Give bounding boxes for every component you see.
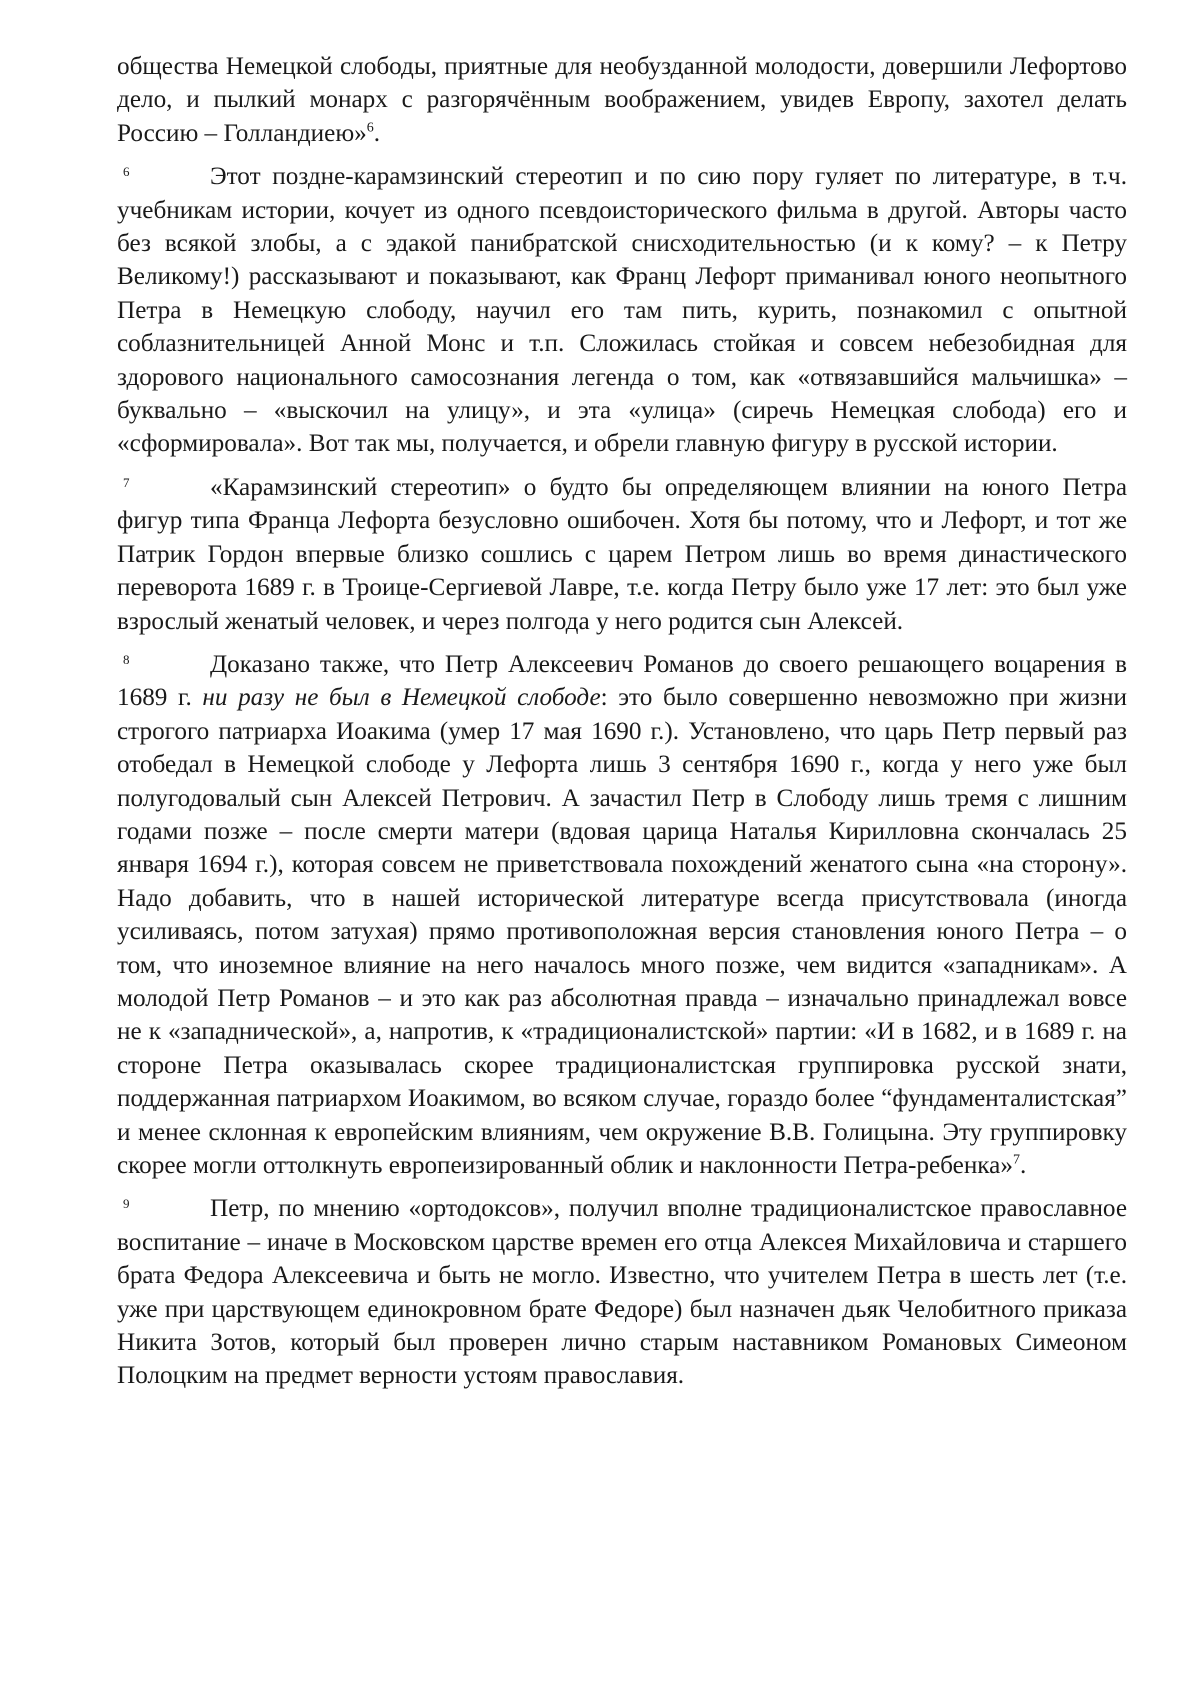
intro-text: общества Немецкой слободы, приятные для необузданной молодости, довершили Лефортово дело, и пылкий монарх с разгорячённым воображением, увидев Европу, захотел делать Россию – Голландиею» [117, 53, 1127, 147]
footnote-ref[interactable]: 6 [366, 120, 374, 136]
paragraph-number: 7 [123, 474, 130, 490]
footnote-ref[interactable]: 7 [1012, 1152, 1020, 1168]
paragraph-number: 8 [123, 651, 130, 667]
paragraph-text-part: : это было совершенно невозможно при жизни строгого патриарха Иоакима (умер 17 мая 1690 г.). Установлено, что царь Петр первый раз отобедал в Немецкой слободе у Лефорта лишь 3 сентября 1690 г., когда у него уже был полугодовалый сын Алексей Петрович. А зачастил Петр в Слободу лишь тремя с лишним годами позже – после смерти матери (вдовая царица Наталья Кирилловна скончалась 25 января 1694 г.), которая совсем не приветствовала похождений женатого сына «на сторону». Надо добавить, что в нашей исторической литературе всегда присутствовала (иногда усиливаясь, потом затухая) прямо противоположная версия становления юного Петра – о том, что иноземное влияние на него началось много позже, чем видится «западникам». А молодой Петр Романов – и это как раз абсолютная правда – изначально принадлежал вовсе не к «западнической», а, напротив, к «традиционалистской» партии: «И в 1682, и в 1689 г. на стороне Петра оказывалась скорее традиционалистская группировка русской знати, поддержанная патриархом Иоакимом, во всяком случае, гораздо более “фундаменталистская” и менее склонная к европейским влияниям, чем окружение В.В. Голицына. Эту группировку скорее могли оттолкнуть европеизированный облик и наклонности Петра-ребенка» [117, 684, 1127, 1179]
document-page [117, 50, 1127, 1393]
numbered-paragraph [117, 160, 1127, 461]
paragraph-number: 9 [123, 1196, 130, 1212]
paragraph-text: Этот поздне-карамзинский стереотип и по сию пору гуляет по литературе, в т.ч. учебникам истории, кочует из одного псевдоисторического фильма в другой. Авторы часто без всякой злобы, а с эдакой панибратской снисходительностью (и к кому? – к Петру Великому!) рассказывают и показывают, как Франц Лефорт приманивал юного неопытного Петра в Немецкую слободу, научил его там пить, курить, познакомил с опытной соблазнительницей Анной Монс и т.п. Сложилась стойкая и совсем небезобидная для здорового национального самосознания легенда о том, как «отвязавшийся мальчишка» – буквально – «выскочил на улицу», и эта «улица» (сиречь Немецкая слобода) его и «сформировала». Вот так мы, получается, и обрели главную фигуру в русской истории. [117, 163, 1127, 458]
paragraph-text: «Карамзинский стереотип» о будто бы определяющем влиянии на юного Петра фигур типа Франца Лефорта безусловно ошибочен. Хотя бы потому, что и Лефорт, и тот же Патрик Гордон впервые близко сошлись с царем Петром лишь во время династического переворота 1689 г. в Троице-Сергиевой Лавре, т.е. когда Петру было уже 17 лет: это был уже взрослый женатый человек, и через полгода у него родится сын Алексей. [117, 473, 1127, 635]
italic-emphasis: ни разу не был в Немецкой слободе [202, 684, 601, 712]
paragraph-end: . [1019, 1152, 1027, 1179]
paragraph-text-part: Доказано также, что Петр Алексеевич Романов до своего решающего воцарения в 1689 г. [117, 650, 1127, 712]
paragraph-number: 6 [123, 164, 130, 180]
numbered-paragraph [117, 1192, 1127, 1392]
numbered-paragraph [117, 471, 1127, 638]
intro-end: . [373, 119, 381, 147]
paragraph-text: Петр, по мнению «ортодоксов», получил вполне традиционалистское православное воспитание – иначе в Московском царстве времен его отца Алексея Михайловича и старшего брата Федора Алексеевича и быть не могло. Известно, что учителем Петра в шесть лет (т.е. уже при царствующем единокровном брате Федоре) был назначен дьяк Челобитного приказа Никита Зотов, который был проверен лично старым наставником Романовых Симеоном Полоцким на предмет верности устоям православия. [117, 1195, 1127, 1390]
paragraph-text [117, 648, 1127, 1183]
numbered-paragraph [117, 648, 1127, 1183]
intro-paragraph [117, 50, 1127, 150]
